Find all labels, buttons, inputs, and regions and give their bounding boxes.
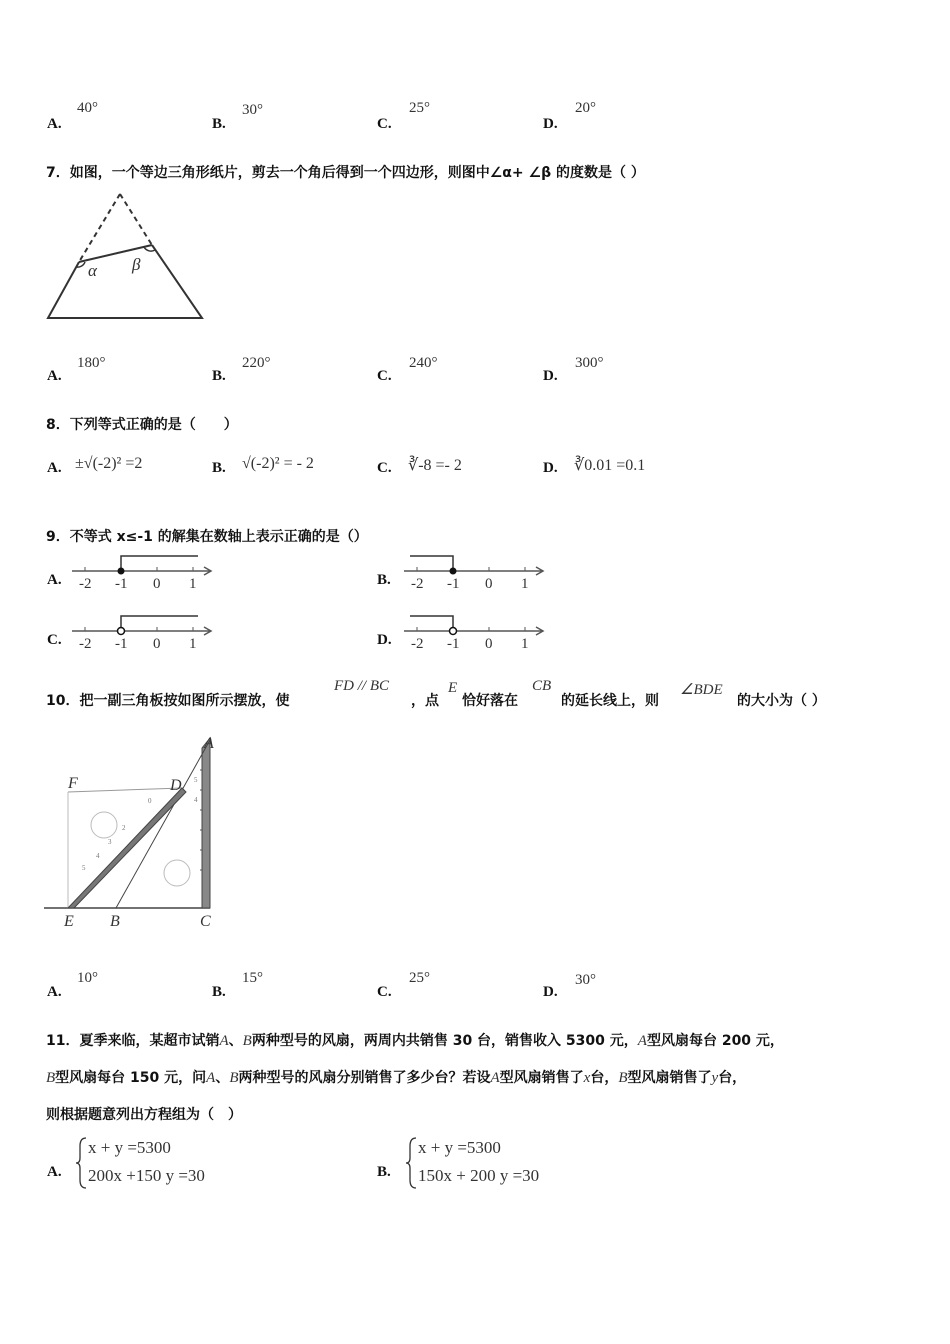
q8-option-c-value: ∛-8 =- 2 — [408, 457, 462, 474]
q10-math-e: E — [448, 680, 458, 696]
alpha-label: α — [88, 261, 97, 280]
q9-option-a-label: A. — [47, 572, 62, 588]
q8-option-a-value: ±√(-2)² =2 — [75, 455, 143, 472]
q6-option-b-label: B. — [212, 116, 226, 132]
q6-option-c-label: C. — [377, 116, 392, 132]
q8-option-d-value: ∛0.01 =0.1 — [574, 457, 646, 474]
cut-corner-left-dashed — [79, 194, 120, 262]
q7-option-d-value: 300° — [575, 355, 604, 371]
quadrilateral-sides — [48, 245, 202, 318]
q7-option-b-label: B. — [212, 368, 226, 384]
q9-option-c-label: C. — [47, 632, 62, 648]
q9-number-line-b — [402, 552, 550, 592]
q7-option-b-value: 220° — [242, 355, 271, 371]
cut-line — [79, 245, 152, 262]
q9-question: 9．不等式 x≤-1 的解集在数轴上表示正确的是（） — [46, 529, 368, 545]
q8-question: 8．下列等式正确的是（ ） — [46, 417, 238, 433]
q10-option-a-value: 10° — [77, 970, 98, 986]
q8-option-b-label: B. — [212, 460, 226, 476]
q10-math-cb: CB — [532, 678, 552, 694]
q7-option-d-label: D. — [543, 368, 558, 384]
point-a-label: A — [204, 735, 214, 752]
q10-option-d-label: D. — [543, 984, 558, 1000]
q11-option-b-label: B. — [377, 1164, 391, 1180]
q7-option-a-label: A. — [47, 368, 62, 384]
q7-triangle-figure — [44, 190, 209, 325]
svg-text:0: 0 — [485, 636, 493, 652]
q11-option-b-eq1: x + y =5300 — [418, 1138, 501, 1157]
q8-option-a-label: A. — [47, 460, 62, 476]
q11-option-b-brace — [404, 1136, 418, 1190]
q10-question-part5: 的大小为（ ） — [737, 693, 826, 709]
point-e-label: E — [64, 913, 74, 930]
q6-option-d-value: 20° — [575, 100, 596, 116]
q11-option-a-brace — [74, 1136, 88, 1190]
q10-question-part3: 恰好落在 — [462, 693, 518, 709]
q10-option-c-label: C. — [377, 984, 392, 1000]
q10-set-squares-figure — [44, 730, 224, 935]
point-f-label: F — [68, 775, 78, 792]
svg-text:-2: -2 — [79, 636, 92, 652]
svg-text:-2: -2 — [79, 576, 92, 592]
q10-option-b-label: B. — [212, 984, 226, 1000]
svg-text:1: 1 — [189, 636, 197, 652]
svg-text:-1: -1 — [447, 636, 460, 652]
svg-text:0: 0 — [485, 576, 493, 592]
svg-text:-1: -1 — [447, 576, 460, 592]
svg-text:-1: -1 — [115, 636, 128, 652]
q11-option-a-label: A. — [47, 1164, 62, 1180]
svg-text:1: 1 — [521, 576, 529, 592]
svg-text:3: 3 — [108, 838, 112, 846]
q6-option-b-value: 30° — [242, 102, 263, 118]
svg-text:0: 0 — [153, 576, 161, 592]
q11-option-a-eq1: x + y =5300 — [88, 1138, 171, 1157]
svg-text:1: 1 — [521, 636, 529, 652]
q8-option-d-label: D. — [543, 460, 558, 476]
q11-line3: 则根据题意列出方程组为（ ） — [46, 1107, 242, 1123]
q11-line1: 11．夏季来临，某超市试销A、B两种型号的风扇，两周内共销售 30 台，销售收入 5300 元，A型风扇每台 200 元， — [46, 1033, 784, 1049]
svg-text:0: 0 — [148, 797, 152, 805]
q7-option-a-value: 180° — [77, 355, 106, 371]
svg-text:5: 5 — [82, 864, 86, 872]
svg-text:-2: -2 — [411, 576, 424, 592]
q7-question: 7．如图，一个等边三角形纸片，剪去一个角后得到一个四边形，则图中∠α+ ∠β 的度数是（ ） — [46, 165, 645, 181]
q10-question-part2: ，点 — [411, 693, 439, 709]
q6-option-a-label: A. — [47, 116, 62, 132]
cut-corner-right-dashed — [120, 194, 152, 245]
q10-question-part1: 10．把一副三角板按如图所示摆放，使 — [46, 693, 290, 709]
q10-option-b-value: 15° — [242, 970, 263, 986]
point-c-label: C — [200, 913, 211, 930]
svg-text:1: 1 — [189, 576, 197, 592]
beta-label: β — [132, 255, 141, 274]
svg-text:2: 2 — [122, 824, 126, 832]
q9-number-line-d — [402, 612, 550, 652]
q10-option-d-value: 30° — [575, 972, 596, 988]
q8-option-b-value: √(-2)² = - 2 — [242, 455, 314, 472]
q10-math-fd-parallel-bc: FD // BC — [334, 678, 389, 694]
q11-line2: B型风扇每台 150 元，问A、B两种型号的风扇分别销售了多少台？若设A型风扇销售了x台，B型风扇销售了y台， — [46, 1070, 747, 1086]
q11-option-b-eq2: 150x + 200 y =30 — [418, 1166, 540, 1185]
q7-option-c-value: 240° — [409, 355, 438, 371]
point-b-label: B — [110, 913, 120, 930]
point-d-label: D — [170, 777, 182, 794]
q9-number-line-c — [70, 612, 218, 652]
svg-text:4: 4 — [96, 852, 100, 860]
q10-option-c-value: 25° — [409, 970, 430, 986]
q9-option-d-label: D. — [377, 632, 392, 648]
svg-text:4: 4 — [194, 796, 198, 804]
q7-option-c-label: C. — [377, 368, 392, 384]
q9-option-b-label: B. — [377, 572, 391, 588]
svg-text:5: 5 — [194, 776, 198, 784]
q6-option-d-label: D. — [543, 116, 558, 132]
q10-math-angle-bde: ∠BDE — [680, 682, 723, 698]
q10-question-part4: 的延长线上，则 — [561, 693, 659, 709]
q8-option-c-label: C. — [377, 460, 392, 476]
svg-text:0: 0 — [153, 636, 161, 652]
q10-option-a-label: A. — [47, 984, 62, 1000]
q11-option-a-eq2: 200x +150 y =30 — [88, 1166, 205, 1185]
q6-option-a-value: 40° — [77, 100, 98, 116]
q6-option-c-value: 25° — [409, 100, 430, 116]
svg-text:-2: -2 — [411, 636, 424, 652]
q9-number-line-a — [70, 552, 218, 592]
svg-text:-1: -1 — [115, 576, 128, 592]
